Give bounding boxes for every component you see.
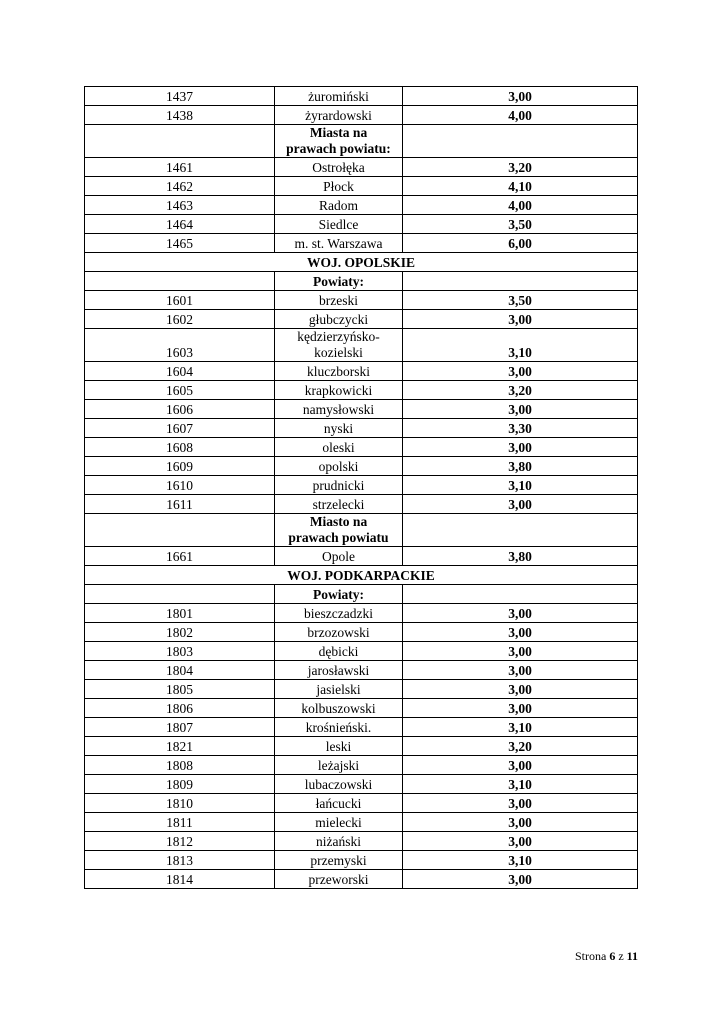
name-cell: oleski [275, 438, 403, 457]
value-cell: 3,00 [403, 832, 638, 851]
value-cell: 3,80 [403, 547, 638, 566]
code-cell: 1809 [85, 775, 275, 794]
value-cell: 4,00 [403, 196, 638, 215]
table-row [85, 813, 638, 832]
code-cell: 1801 [85, 604, 275, 623]
value-cell: 3,00 [403, 87, 638, 106]
voivodeship-row [85, 253, 638, 272]
name-cell: przeworski [275, 870, 403, 889]
code-cell: 1808 [85, 756, 275, 775]
code-cell: 1812 [85, 832, 275, 851]
table-row [85, 661, 638, 680]
value-cell: 3,00 [403, 756, 638, 775]
table-row [85, 775, 638, 794]
table-row [85, 476, 638, 495]
value-cell: 3,00 [403, 870, 638, 889]
value-cell-empty [403, 272, 638, 291]
value-cell-empty [403, 125, 638, 158]
value-cell: 3,10 [403, 718, 638, 737]
voivodeship-heading: WOJ. PODKARPACKIE [85, 566, 638, 585]
subheader-row [85, 514, 638, 547]
table-row [85, 756, 638, 775]
subheader-cell [275, 125, 403, 158]
value-cell: 3,20 [403, 737, 638, 756]
name-cell: Opole [275, 547, 403, 566]
name-cell [275, 329, 403, 362]
name-cell: bieszczadzki [275, 604, 403, 623]
subheader-cell [275, 514, 403, 547]
code-cell-empty [85, 514, 275, 547]
name-cell: kolbuszowski [275, 699, 403, 718]
code-cell: 1802 [85, 623, 275, 642]
table-row [85, 438, 638, 457]
value-cell: 3,00 [403, 495, 638, 514]
value-cell: 3,00 [403, 680, 638, 699]
table-row [85, 196, 638, 215]
name-cell: lubaczowski [275, 775, 403, 794]
value-cell: 3,00 [403, 661, 638, 680]
code-cell: 1605 [85, 381, 275, 400]
code-cell: 1604 [85, 362, 275, 381]
code-cell-empty [85, 585, 275, 604]
name-cell: strzelecki [275, 495, 403, 514]
subheader-row [85, 585, 638, 604]
subheader-line: Powiaty: [313, 587, 364, 602]
code-cell-empty [85, 125, 275, 158]
code-cell: 1463 [85, 196, 275, 215]
table-row [85, 87, 638, 106]
name-cell: brzeski [275, 291, 403, 310]
value-cell: 3,00 [403, 400, 638, 419]
code-cell: 1610 [85, 476, 275, 495]
value-cell: 3,10 [403, 476, 638, 495]
code-cell: 1803 [85, 642, 275, 661]
table-row [85, 718, 638, 737]
value-cell: 3,00 [403, 813, 638, 832]
subheader-line: Miasta na [309, 125, 368, 140]
value-cell: 3,20 [403, 381, 638, 400]
value-cell: 3,20 [403, 158, 638, 177]
subheader-line: Powiaty: [313, 274, 364, 289]
name-cell: przemyski [275, 851, 403, 870]
code-cell: 1606 [85, 400, 275, 419]
value-cell: 3,00 [403, 623, 638, 642]
subheader-line: Miasto na [309, 514, 368, 529]
name-cell: łańcucki [275, 794, 403, 813]
name-cell: opolski [275, 457, 403, 476]
name-cell: głubczycki [275, 310, 403, 329]
code-cell: 1438 [85, 106, 275, 125]
table-row [85, 310, 638, 329]
value-cell: 3,10 [403, 851, 638, 870]
code-cell: 1804 [85, 661, 275, 680]
name-cell: Ostrołęka [275, 158, 403, 177]
value-cell-empty [403, 514, 638, 547]
table-row [85, 291, 638, 310]
code-cell: 1608 [85, 438, 275, 457]
code-cell: 1462 [85, 177, 275, 196]
value-cell: 3,00 [403, 699, 638, 718]
table-row [85, 604, 638, 623]
footer-label: Strona [574, 949, 607, 963]
table-row [85, 832, 638, 851]
name-cell: dębicki [275, 642, 403, 661]
table-row [85, 699, 638, 718]
table-row [85, 234, 638, 253]
code-cell: 1603 [85, 329, 275, 362]
table-row [85, 106, 638, 125]
value-cell: 3,30 [403, 419, 638, 438]
code-cell: 1464 [85, 215, 275, 234]
table-row [85, 794, 638, 813]
name-cell: namysłowski [275, 400, 403, 419]
value-cell: 3,50 [403, 291, 638, 310]
value-cell: 4,00 [403, 106, 638, 125]
subheader-line: prawach powiatu: [286, 141, 391, 156]
subheader-cell [275, 585, 403, 604]
table-row [85, 381, 638, 400]
value-cell: 4,10 [403, 177, 638, 196]
table-row [85, 623, 638, 642]
value-cell: 3,00 [403, 642, 638, 661]
code-cell: 1437 [85, 87, 275, 106]
code-cell: 1609 [85, 457, 275, 476]
subheader-row [85, 272, 638, 291]
rates-table-body [85, 87, 638, 889]
name-cell: brzozowski [275, 623, 403, 642]
footer-separator: z [618, 949, 624, 963]
name-cell: krapkowicki [275, 381, 403, 400]
table-row [85, 737, 638, 756]
name-cell: prudnicki [275, 476, 403, 495]
name-cell: żuromiński [275, 87, 403, 106]
value-cell: 3,50 [403, 215, 638, 234]
table-row [85, 495, 638, 514]
code-cell: 1607 [85, 419, 275, 438]
table-row [85, 215, 638, 234]
table-row [85, 329, 638, 362]
value-cell-empty [403, 585, 638, 604]
subheader-cell [275, 272, 403, 291]
value-cell: 3,80 [403, 457, 638, 476]
value-cell: 6,00 [403, 234, 638, 253]
footer-total-pages: 11 [626, 949, 638, 963]
code-cell: 1814 [85, 870, 275, 889]
code-cell: 1601 [85, 291, 275, 310]
name-cell: leżajski [275, 756, 403, 775]
table-row [85, 680, 638, 699]
table-row [85, 870, 638, 889]
value-cell: 3,00 [403, 362, 638, 381]
page-footer [575, 949, 638, 964]
name-cell: Radom [275, 196, 403, 215]
code-cell: 1807 [85, 718, 275, 737]
table-row [85, 362, 638, 381]
name-cell: jasielski [275, 680, 403, 699]
rates-table [84, 86, 638, 889]
value-cell: 3,00 [403, 438, 638, 457]
name-cell: krośnieński. [275, 718, 403, 737]
name-cell: żyrardowski [275, 106, 403, 125]
table-row [85, 642, 638, 661]
name-cell: nyski [275, 419, 403, 438]
subheader-row [85, 125, 638, 158]
name-cell: Płock [275, 177, 403, 196]
name-cell: leski [275, 737, 403, 756]
code-cell: 1461 [85, 158, 275, 177]
code-cell: 1805 [85, 680, 275, 699]
table-row [85, 177, 638, 196]
name-cell: jarosławski [275, 661, 403, 680]
code-cell: 1810 [85, 794, 275, 813]
name-cell: kluczborski [275, 362, 403, 381]
name-line: kędzierzyńsko- [297, 329, 380, 344]
code-cell: 1811 [85, 813, 275, 832]
table-row [85, 547, 638, 566]
name-cell: m. st. Warszawa [275, 234, 403, 253]
table-row [85, 457, 638, 476]
value-cell: 3,10 [403, 775, 638, 794]
name-cell: Siedlce [275, 215, 403, 234]
value-cell: 3,00 [403, 794, 638, 813]
name-line: kozielski [314, 345, 363, 360]
voivodeship-heading: WOJ. OPOLSKIE [85, 253, 638, 272]
code-cell: 1602 [85, 310, 275, 329]
code-cell: 1821 [85, 737, 275, 756]
code-cell: 1661 [85, 547, 275, 566]
code-cell-empty [85, 272, 275, 291]
footer-page-number: 6 [609, 949, 616, 963]
value-cell: 3,00 [403, 604, 638, 623]
value-cell: 3,10 [403, 329, 638, 362]
code-cell: 1465 [85, 234, 275, 253]
table-row [85, 400, 638, 419]
code-cell: 1813 [85, 851, 275, 870]
code-cell: 1611 [85, 495, 275, 514]
value-cell: 3,00 [403, 310, 638, 329]
code-cell: 1806 [85, 699, 275, 718]
table-row [85, 158, 638, 177]
subheader-line: prawach powiatu [288, 530, 389, 545]
table-row [85, 851, 638, 870]
name-cell: niżański [275, 832, 403, 851]
table-row [85, 419, 638, 438]
voivodeship-row [85, 566, 638, 585]
name-cell: mielecki [275, 813, 403, 832]
